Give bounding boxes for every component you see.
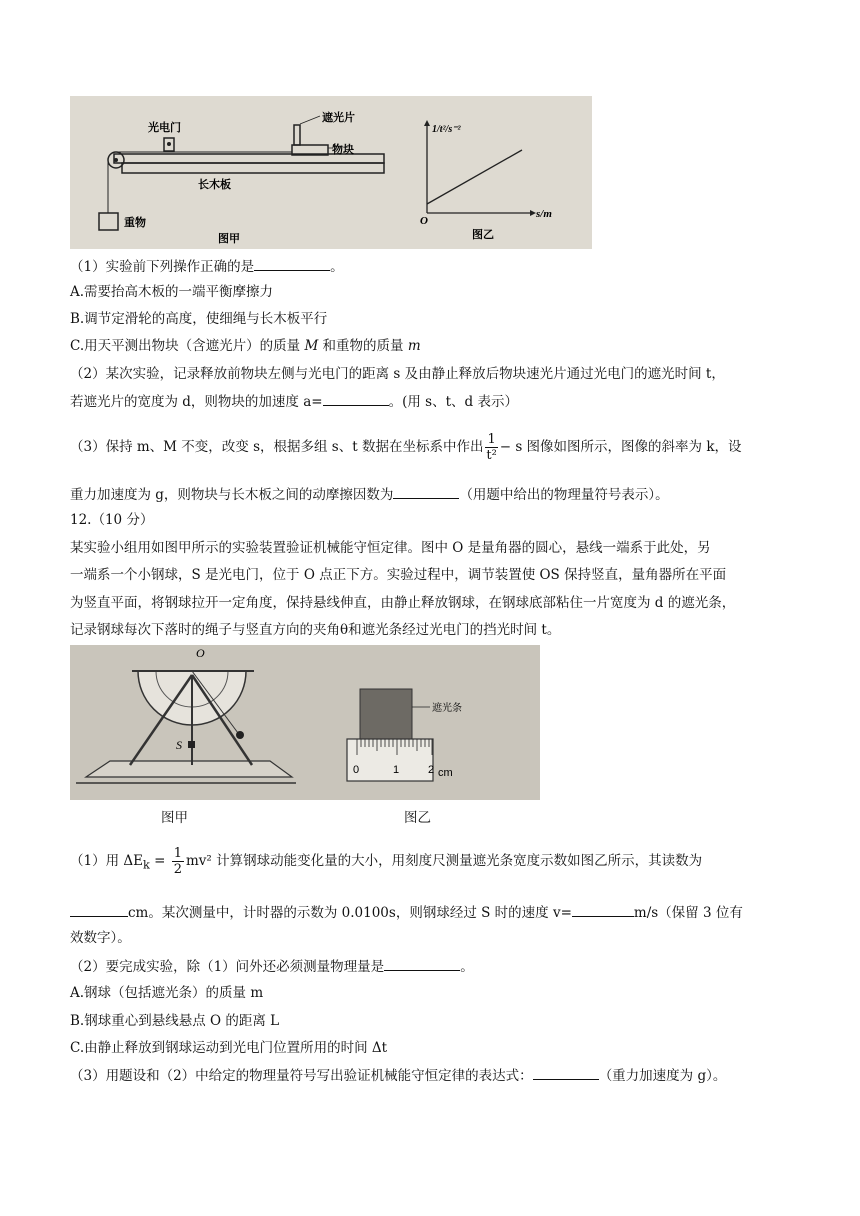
answer-blank[interactable]	[323, 391, 389, 406]
fraction-one-half: $\frac{1}{2}$	[173, 846, 182, 877]
q12-part3: （3）用题设和（2）中给定的物理量符号写出验证机械能守恒定律的表达式： （重力加速度为 g）。	[70, 1065, 800, 1086]
shade-strip	[360, 689, 412, 739]
label-axis-y: 1/t²/s⁻²	[432, 124, 461, 135]
label-shade: 遮光片	[322, 112, 355, 124]
svg-text:2: 2	[428, 764, 435, 776]
label-origin: O	[420, 215, 428, 227]
label-block: 物块	[332, 144, 354, 156]
q12-header: 12.（10 分）	[70, 512, 154, 528]
figure-q12-svg	[70, 645, 540, 800]
answer-blank[interactable]	[254, 256, 330, 271]
answer-blank[interactable]	[533, 1065, 599, 1080]
caption-jia: 图甲	[161, 810, 188, 826]
answer-blank[interactable]	[572, 902, 634, 917]
svg-text:S: S	[176, 738, 182, 752]
svg-text:cm: cm	[438, 767, 453, 779]
fraction-1-over-t2: $\frac{1}{\text{t²}}$	[486, 432, 497, 463]
q11-option-c: C.用天平测出物块（含遮光片）的质量 M 和重物的质量 m	[70, 338, 421, 354]
answer-blank[interactable]	[384, 956, 460, 971]
q12-part1-line3: 效数字）。	[70, 930, 131, 946]
caption-yi: 图乙	[404, 810, 431, 826]
q12-part1-line1: （1）用 $\Delta E_k$ = $\frac{1}{2}$ mv² 计算钢球动能变化量的大小，用刻度尺测量遮光条宽度示数如图乙所示，其读数为	[70, 846, 703, 877]
q12-intro-1: 某实验小组用如图甲所示的实验装置验证机械能守恒定律。图中 O 是量角器的圆心，悬线一端系于此处，另	[70, 540, 711, 556]
svg-text:1: 1	[393, 764, 400, 776]
figure-top-apparatus	[70, 96, 592, 249]
q12-part1-line2: cm。某次测量中，计时器的示数为 0.0100s，则钢球经过 S 时的速度 v= m/s（保留 3 位有	[70, 902, 800, 923]
q12-intro-3: 为竖直平面，将钢球拉开一定角度，保持悬线伸直，由静止释放钢球，在钢球底部粘住一片宽度为 d 的遮光条，	[70, 595, 736, 611]
label-photogate: 光电门	[148, 122, 181, 134]
stand-base	[86, 761, 292, 777]
label-axis-x: s/m	[536, 208, 552, 220]
q11-part2-line2: 若遮光片的宽度为 d，则物块的加速度 a= 。(用 s、t、d 表示）	[70, 391, 800, 412]
svg-text:遮光条: 遮光条	[432, 703, 462, 714]
label-board: 长木板	[198, 179, 231, 191]
q11-part3-line1: （3）保持 m、M 不变，改变 s，根据多组 s、t 数据在坐标系中作出 $\frac{1}{\text{t²}}$ − s 图像如图所示，图像的斜率为 k，设	[70, 432, 742, 463]
label-jia: 图甲	[218, 233, 240, 245]
q12-option-a: A.钢球（包括遮光条）的质量 m	[70, 985, 264, 1001]
answer-blank[interactable]	[70, 902, 128, 917]
figure-q12-apparatus	[70, 645, 540, 800]
label-weight: 重物	[124, 217, 146, 229]
q12-intro-4: 记录钢球每次下落时的绳子与竖直方向的夹角θ和遮光条经过光电门的挡光时间 t。	[70, 622, 561, 638]
figure-top-svg	[70, 96, 592, 249]
q11-part3-line2: 重力加速度为 g，则物块与长木板之间的动摩擦因数为 （用题中给出的物理量符号表示）。	[70, 484, 800, 505]
label-yi: 图乙	[472, 229, 494, 241]
svg-text:O: O	[196, 646, 205, 660]
q12-intro-2: 一端系一个小钢球，S 是光电门，位于 O 点正下方。实验过程中，调节装置使 OS 保持竖直，量角器所在平面	[70, 567, 727, 583]
answer-blank[interactable]	[393, 484, 459, 499]
q12-option-c: C.由静止释放到钢球运动到光电门位置所用的时间 Δt	[70, 1040, 388, 1056]
q12-option-b: B.钢球重心到悬线悬点 O 的距离 L	[70, 1013, 280, 1029]
q12-part2: （2）要完成实验，除（1）问外还必须测量物理量是 。	[70, 956, 800, 977]
svg-text:0: 0	[353, 764, 360, 776]
q11-option-b: B.调节定滑轮的高度，使细绳与长木板平行	[70, 311, 328, 327]
steel-ball	[236, 731, 244, 739]
q11-part2-line1: （2）某次实验，记录释放前物块左侧与光电门的距离 s 及由静止释放后物块速光片通过光电门的遮光时间 t，	[70, 366, 725, 382]
ruler	[347, 739, 433, 781]
q11-part1: （1）实验前下列操作正确的是 。	[70, 256, 800, 277]
q11-option-a: A.需要抬高木板的一端平衡摩擦力	[70, 284, 274, 300]
photogate-s	[188, 741, 195, 748]
